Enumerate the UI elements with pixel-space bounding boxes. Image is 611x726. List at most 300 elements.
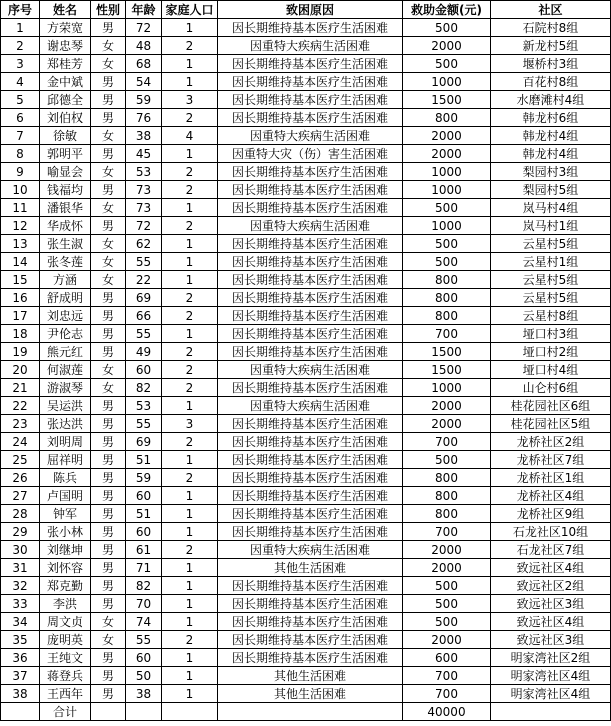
gender-cell: 男: [91, 307, 126, 325]
name-cell: 陈兵: [40, 469, 91, 487]
amount-cell: 2000: [403, 127, 491, 145]
amount-cell: 800: [403, 487, 491, 505]
name-cell: 张生淑: [40, 235, 91, 253]
household-cell: 1: [162, 55, 218, 73]
amount-cell: 1000: [403, 217, 491, 235]
reason-cell: 因长期维持基本医疗生活困难: [218, 577, 403, 595]
gender-cell: 男: [91, 685, 126, 703]
col-reason-header: 致困原因: [218, 1, 403, 19]
household-cell: 3: [162, 91, 218, 109]
table-row: [1, 451, 611, 469]
community-cell: 云星村1组: [491, 253, 611, 271]
table-row: [1, 505, 611, 523]
table-row: [1, 523, 611, 541]
household-cell: 2: [162, 307, 218, 325]
table-row: [1, 397, 611, 415]
amount-cell: 2000: [403, 415, 491, 433]
total-empty-cell: [491, 703, 611, 721]
amount-cell: 1500: [403, 343, 491, 361]
age-cell: 71: [126, 559, 162, 577]
household-cell: 1: [162, 505, 218, 523]
table-row: [1, 181, 611, 199]
community-cell: 云星村5组: [491, 289, 611, 307]
reason-cell: 因重特大疾病生活困难: [218, 217, 403, 235]
reason-cell: 其他生活困难: [218, 667, 403, 685]
index-cell: 19: [1, 343, 40, 361]
index-cell: 11: [1, 199, 40, 217]
reason-cell: 因长期维持基本医疗生活困难: [218, 235, 403, 253]
household-cell: 2: [162, 37, 218, 55]
index-cell: 29: [1, 523, 40, 541]
name-cell: 李洪: [40, 595, 91, 613]
gender-cell: 男: [91, 397, 126, 415]
gender-cell: 男: [91, 217, 126, 235]
table-row: [1, 577, 611, 595]
community-cell: 致远社区3组: [491, 595, 611, 613]
name-cell: 潘银华: [40, 199, 91, 217]
reason-cell: 因长期维持基本医疗生活困难: [218, 109, 403, 127]
household-cell: 1: [162, 145, 218, 163]
household-cell: 2: [162, 217, 218, 235]
index-cell: 38: [1, 685, 40, 703]
reason-cell: 因长期维持基本医疗生活困难: [218, 325, 403, 343]
gender-cell: 男: [91, 541, 126, 559]
index-cell: 32: [1, 577, 40, 595]
community-cell: 韩龙村6组: [491, 109, 611, 127]
gender-cell: 女: [91, 55, 126, 73]
age-cell: 69: [126, 289, 162, 307]
total-label: 合计: [40, 703, 91, 721]
name-cell: 刘伯权: [40, 109, 91, 127]
age-cell: 60: [126, 361, 162, 379]
community-cell: 水磨滩村4组: [491, 91, 611, 109]
total-empty-cell: [126, 703, 162, 721]
name-cell: 方荣宽: [40, 19, 91, 37]
table-row: [1, 631, 611, 649]
index-cell: 7: [1, 127, 40, 145]
reason-cell: 因长期维持基本医疗生活困难: [218, 199, 403, 217]
household-cell: 2: [162, 289, 218, 307]
table-row: [1, 109, 611, 127]
amount-cell: 500: [403, 595, 491, 613]
name-cell: 钟军: [40, 505, 91, 523]
index-cell: 10: [1, 181, 40, 199]
household-cell: 1: [162, 523, 218, 541]
household-cell: 1: [162, 613, 218, 631]
index-cell: 35: [1, 631, 40, 649]
community-cell: 云星村5组: [491, 271, 611, 289]
household-cell: 1: [162, 559, 218, 577]
community-cell: 堰桥村3组: [491, 55, 611, 73]
age-cell: 60: [126, 649, 162, 667]
reason-cell: 因长期维持基本医疗生活困难: [218, 649, 403, 667]
age-cell: 59: [126, 469, 162, 487]
reason-cell: 因长期维持基本医疗生活困难: [218, 55, 403, 73]
col-index-header: 序号: [1, 1, 40, 19]
household-cell: 2: [162, 541, 218, 559]
col-age-header: 年龄: [126, 1, 162, 19]
header-row: [1, 1, 611, 19]
household-cell: 2: [162, 433, 218, 451]
reason-cell: 因重特大灾（伤）害生活困难: [218, 145, 403, 163]
name-cell: 舒成明: [40, 289, 91, 307]
amount-cell: 1000: [403, 163, 491, 181]
community-cell: 韩龙村4组: [491, 145, 611, 163]
table-row: [1, 541, 611, 559]
gender-cell: 男: [91, 181, 126, 199]
community-cell: 垭口村3组: [491, 325, 611, 343]
index-cell: 12: [1, 217, 40, 235]
household-cell: 2: [162, 361, 218, 379]
index-cell: 25: [1, 451, 40, 469]
age-cell: 70: [126, 595, 162, 613]
index-cell: 4: [1, 73, 40, 91]
community-cell: 龙桥社区9组: [491, 505, 611, 523]
table-row: [1, 163, 611, 181]
table-row: [1, 55, 611, 73]
age-cell: 51: [126, 451, 162, 469]
community-cell: 垭口村2组: [491, 343, 611, 361]
reason-cell: 因长期维持基本医疗生活困难: [218, 181, 403, 199]
gender-cell: 女: [91, 631, 126, 649]
age-cell: 54: [126, 73, 162, 91]
age-cell: 51: [126, 505, 162, 523]
table-row: [1, 127, 611, 145]
household-cell: 1: [162, 649, 218, 667]
household-cell: 2: [162, 469, 218, 487]
community-cell: 梨园村5组: [491, 181, 611, 199]
community-cell: 明家湾社区4组: [491, 667, 611, 685]
amount-cell: 500: [403, 199, 491, 217]
table-row: [1, 649, 611, 667]
name-cell: 张达洪: [40, 415, 91, 433]
gender-cell: 女: [91, 127, 126, 145]
household-cell: 2: [162, 379, 218, 397]
table-row: [1, 415, 611, 433]
table-row: [1, 361, 611, 379]
total-empty-cell: [1, 703, 40, 721]
gender-cell: 男: [91, 415, 126, 433]
index-cell: 1: [1, 19, 40, 37]
age-cell: 22: [126, 271, 162, 289]
gender-cell: 女: [91, 253, 126, 271]
total-amount: 40000: [403, 703, 491, 721]
index-cell: 20: [1, 361, 40, 379]
age-cell: 53: [126, 163, 162, 181]
amount-cell: 700: [403, 433, 491, 451]
reason-cell: 因长期维持基本医疗生活困难: [218, 307, 403, 325]
age-cell: 72: [126, 19, 162, 37]
gender-cell: 男: [91, 577, 126, 595]
reason-cell: 因重特大疾病生活困难: [218, 37, 403, 55]
household-cell: 1: [162, 19, 218, 37]
reason-cell: 因长期维持基本医疗生活困难: [218, 91, 403, 109]
index-cell: 31: [1, 559, 40, 577]
gender-cell: 女: [91, 37, 126, 55]
table-row: [1, 145, 611, 163]
amount-cell: 500: [403, 19, 491, 37]
name-cell: 王西年: [40, 685, 91, 703]
age-cell: 62: [126, 235, 162, 253]
index-cell: 36: [1, 649, 40, 667]
name-cell: 庞明英: [40, 631, 91, 649]
reason-cell: 因长期维持基本医疗生活困难: [218, 595, 403, 613]
amount-cell: 800: [403, 469, 491, 487]
index-cell: 24: [1, 433, 40, 451]
community-cell: 桂花园社区5组: [491, 415, 611, 433]
name-cell: 刘明周: [40, 433, 91, 451]
household-cell: 2: [162, 181, 218, 199]
community-cell: 龙桥社区2组: [491, 433, 611, 451]
table-row: [1, 253, 611, 271]
name-cell: 金中斌: [40, 73, 91, 91]
reason-cell: 因长期维持基本医疗生活困难: [218, 523, 403, 541]
age-cell: 48: [126, 37, 162, 55]
gender-cell: 女: [91, 163, 126, 181]
reason-cell: 因长期维持基本医疗生活困难: [218, 613, 403, 631]
household-cell: 1: [162, 595, 218, 613]
name-cell: 郑克勤: [40, 577, 91, 595]
age-cell: 82: [126, 379, 162, 397]
name-cell: 吴运洪: [40, 397, 91, 415]
community-cell: 龙桥社区1组: [491, 469, 611, 487]
amount-cell: 700: [403, 685, 491, 703]
age-cell: 76: [126, 109, 162, 127]
name-cell: 邱德全: [40, 91, 91, 109]
index-cell: 34: [1, 613, 40, 631]
age-cell: 49: [126, 343, 162, 361]
amount-cell: 500: [403, 451, 491, 469]
amount-cell: 800: [403, 289, 491, 307]
reason-cell: 因长期维持基本医疗生活困难: [218, 415, 403, 433]
amount-cell: 500: [403, 55, 491, 73]
reason-cell: 因长期维持基本医疗生活困难: [218, 379, 403, 397]
amount-cell: 800: [403, 271, 491, 289]
age-cell: 68: [126, 55, 162, 73]
gender-cell: 女: [91, 379, 126, 397]
table-row: [1, 667, 611, 685]
gender-cell: 女: [91, 199, 126, 217]
name-cell: 刘继坤: [40, 541, 91, 559]
household-cell: 2: [162, 631, 218, 649]
reason-cell: 因长期维持基本医疗生活困难: [218, 433, 403, 451]
name-cell: 熊元红: [40, 343, 91, 361]
community-cell: 桂花园社区6组: [491, 397, 611, 415]
household-cell: 2: [162, 109, 218, 127]
name-cell: 何淑莲: [40, 361, 91, 379]
gender-cell: 女: [91, 271, 126, 289]
age-cell: 59: [126, 91, 162, 109]
amount-cell: 800: [403, 307, 491, 325]
index-cell: 15: [1, 271, 40, 289]
total-empty-cell: [218, 703, 403, 721]
age-cell: 38: [126, 685, 162, 703]
age-cell: 69: [126, 433, 162, 451]
index-cell: 9: [1, 163, 40, 181]
name-cell: 屈祥明: [40, 451, 91, 469]
age-cell: 55: [126, 415, 162, 433]
amount-cell: 700: [403, 523, 491, 541]
total-row: [1, 703, 611, 721]
reason-cell: 因重特大疾病生活困难: [218, 397, 403, 415]
gender-cell: 女: [91, 235, 126, 253]
community-cell: 云星村8组: [491, 307, 611, 325]
index-cell: 26: [1, 469, 40, 487]
name-cell: 张冬莲: [40, 253, 91, 271]
table-row: [1, 325, 611, 343]
name-cell: 张小林: [40, 523, 91, 541]
household-cell: 4: [162, 127, 218, 145]
household-cell: 3: [162, 415, 218, 433]
age-cell: 72: [126, 217, 162, 235]
reason-cell: 因长期维持基本医疗生活困难: [218, 343, 403, 361]
gender-cell: 男: [91, 559, 126, 577]
name-cell: 刘忠远: [40, 307, 91, 325]
community-cell: 新龙村5组: [491, 37, 611, 55]
age-cell: 60: [126, 487, 162, 505]
reason-cell: 因长期维持基本医疗生活困难: [218, 631, 403, 649]
name-cell: 谢忠琴: [40, 37, 91, 55]
index-cell: 14: [1, 253, 40, 271]
total-empty-cell: [162, 703, 218, 721]
gender-cell: 男: [91, 433, 126, 451]
household-cell: 1: [162, 667, 218, 685]
index-cell: 8: [1, 145, 40, 163]
name-cell: 方涵: [40, 271, 91, 289]
index-cell: 6: [1, 109, 40, 127]
amount-cell: 600: [403, 649, 491, 667]
gender-cell: 男: [91, 505, 126, 523]
gender-cell: 男: [91, 73, 126, 91]
gender-cell: 男: [91, 667, 126, 685]
gender-cell: 男: [91, 19, 126, 37]
community-cell: 百花村8组: [491, 73, 611, 91]
name-cell: 郭明平: [40, 145, 91, 163]
index-cell: 21: [1, 379, 40, 397]
gender-cell: 男: [91, 325, 126, 343]
age-cell: 66: [126, 307, 162, 325]
name-cell: 游淑琴: [40, 379, 91, 397]
col-community-header: 社区: [491, 1, 611, 19]
household-cell: 1: [162, 325, 218, 343]
reason-cell: 因长期维持基本医疗生活困难: [218, 469, 403, 487]
name-cell: 喻显会: [40, 163, 91, 181]
col-gender-header: 性别: [91, 1, 126, 19]
reason-cell: 因长期维持基本医疗生活困难: [218, 505, 403, 523]
table-row: [1, 217, 611, 235]
household-cell: 1: [162, 451, 218, 469]
community-cell: 石龙社区7组: [491, 541, 611, 559]
household-cell: 1: [162, 397, 218, 415]
community-cell: 龙桥社区7组: [491, 451, 611, 469]
gender-cell: 女: [91, 361, 126, 379]
gender-cell: 男: [91, 469, 126, 487]
index-cell: 28: [1, 505, 40, 523]
amount-cell: 2000: [403, 631, 491, 649]
amount-cell: 1500: [403, 361, 491, 379]
community-cell: 石院村8组: [491, 19, 611, 37]
table-row: [1, 685, 611, 703]
name-cell: 蒋登兵: [40, 667, 91, 685]
age-cell: 38: [126, 127, 162, 145]
reason-cell: 因长期维持基本医疗生活困难: [218, 487, 403, 505]
amount-cell: 700: [403, 667, 491, 685]
reason-cell: 因长期维持基本医疗生活困难: [218, 271, 403, 289]
amount-cell: 500: [403, 235, 491, 253]
gender-cell: 男: [91, 649, 126, 667]
col-name-header: 姓名: [40, 1, 91, 19]
table-row: [1, 307, 611, 325]
table-row: [1, 37, 611, 55]
age-cell: 55: [126, 253, 162, 271]
community-cell: 致远社区4组: [491, 559, 611, 577]
gender-cell: 男: [91, 451, 126, 469]
gender-cell: 女: [91, 613, 126, 631]
amount-cell: 1000: [403, 73, 491, 91]
gender-cell: 男: [91, 289, 126, 307]
amount-cell: 800: [403, 109, 491, 127]
reason-cell: 因重特大疾病生活困难: [218, 361, 403, 379]
age-cell: 60: [126, 523, 162, 541]
reason-cell: 其他生活困难: [218, 685, 403, 703]
index-cell: 2: [1, 37, 40, 55]
table-row: [1, 73, 611, 91]
reason-cell: 因长期维持基本医疗生活困难: [218, 289, 403, 307]
index-cell: 22: [1, 397, 40, 415]
index-cell: 30: [1, 541, 40, 559]
reason-cell: 因重特大疾病生活困难: [218, 127, 403, 145]
index-cell: 23: [1, 415, 40, 433]
reason-cell: 因长期维持基本医疗生活困难: [218, 451, 403, 469]
table-row: [1, 343, 611, 361]
amount-cell: 2000: [403, 559, 491, 577]
table-row: [1, 433, 611, 451]
age-cell: 73: [126, 181, 162, 199]
index-cell: 18: [1, 325, 40, 343]
household-cell: 1: [162, 487, 218, 505]
table-row: [1, 559, 611, 577]
household-cell: 1: [162, 235, 218, 253]
amount-cell: 2000: [403, 145, 491, 163]
amount-cell: 500: [403, 253, 491, 271]
amount-cell: 1000: [403, 181, 491, 199]
household-cell: 1: [162, 685, 218, 703]
table-row: [1, 487, 611, 505]
household-cell: 1: [162, 73, 218, 91]
name-cell: 钱福均: [40, 181, 91, 199]
index-cell: 27: [1, 487, 40, 505]
community-cell: 致远社区3组: [491, 631, 611, 649]
table-row: [1, 379, 611, 397]
gender-cell: 男: [91, 343, 126, 361]
reason-cell: 因重特大疾病生活困难: [218, 541, 403, 559]
household-cell: 1: [162, 199, 218, 217]
reason-cell: 因长期维持基本医疗生活困难: [218, 73, 403, 91]
table-row: [1, 469, 611, 487]
gender-cell: 男: [91, 523, 126, 541]
index-cell: 33: [1, 595, 40, 613]
name-cell: 王纯文: [40, 649, 91, 667]
table-row: [1, 613, 611, 631]
amount-cell: 2000: [403, 541, 491, 559]
community-cell: 垭口村4组: [491, 361, 611, 379]
table-body: [1, 19, 611, 703]
name-cell: 徐敏: [40, 127, 91, 145]
age-cell: 45: [126, 145, 162, 163]
index-cell: 5: [1, 91, 40, 109]
amount-cell: 500: [403, 577, 491, 595]
gender-cell: 男: [91, 595, 126, 613]
